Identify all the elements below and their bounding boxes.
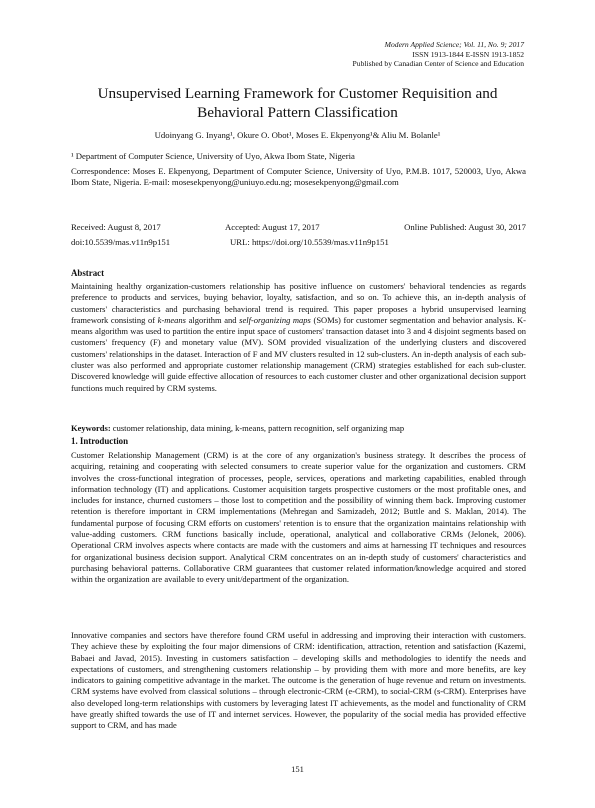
correspondence: Correspondence: Moses E. Ekpenyong, Department of Computer Science, University of Uyo, P.M.B. 1017, 520003, Uyo, Akwa Ibom State, Nigeria. E-mail: mosesekpenyong@uniuyo.edu.ng; mosesekpenyong@gmail.com	[71, 166, 526, 188]
title-line-2: Behavioral Pattern Classification	[197, 104, 398, 121]
paper-title	[60, 84, 535, 122]
keywords-list: customer relationship, data mining, k-means, pattern recognition, self organizing map	[110, 423, 405, 433]
section-heading-introduction: 1. Introduction	[71, 436, 129, 446]
accepted-date: Accepted: August 17, 2017	[225, 222, 320, 232]
publisher-line: Published by Canadian Center of Science and Education	[352, 59, 524, 69]
received-date: Received: August 8, 2017	[71, 222, 161, 232]
title-line-1: Unsupervised Learning Framework for Customer Requisition and	[97, 85, 498, 102]
abstract-text-2: algorithm and	[186, 314, 240, 325]
abstract-text-3: (SOMs) for customer segmentation and behavior analysis. K-means algorithm was used to partition the entire input space of customers' transaction dataset into 3 and 4 disjoint segments based on customers' frequency (F) and monetary value (MV). SOM provided visualization of the underlying clusters and discovered customers' relationships in the dataset. Interaction of F and MV clusters resulted in 12 sub-clusters. An in-depth analysis of each sub-cluster was also performed and appropriate customer relationship management (CRM) strategies established for each sub-cluster. Discovered knowledge will guide effective allocation of resources to each customer cluster and other organizational decision support functions much required by CRM systems.	[71, 314, 527, 393]
abstract-italic-som: self-organizing maps	[239, 314, 311, 325]
published-date: Online Published: August 30, 2017	[404, 222, 526, 232]
abstract-body	[71, 281, 526, 394]
journal-citation: Modern Applied Science; Vol. 11, No. 9; 2017	[384, 40, 524, 49]
abstract-text-1: Maintaining healthy organization-customers relationship has positive influence on customers' behavioral tendencies as regards preference to products and services, buying behavior, loyalty, satisfaction, and so on. To achieve this, an in-depth analysis of customers' characteristics and purchasing behavioral trend is required. This paper proposes a hybrid unsupervised learning framework consisting of	[71, 281, 526, 325]
article-url[interactable]: URL: https://doi.org/10.5539/mas.v11n9p151	[230, 237, 389, 247]
affiliation: ¹ Department of Computer Science, University of Uyo, Akwa Ibom State, Nigeria	[71, 151, 355, 161]
intro-paragraph-2: Innovative companies and sectors have therefore found CRM useful in addressing and improving their interaction with customers. They achieve these by exploiting the four major dimensions of CRM: identification, attraction, retention and satisfaction (Kazemi, Babaei and Javad, 2015). Investing in customers satisfaction – developing skills and methodologies to identify the needs and expectations of customers, and strengthening customers relationship – by providing them with more and more benefits, are key indicators to gaining competitive advantage in the market. The outcome is the generation of huge revenue and return on investments. CRM systems have evolved from classical solutions – through electronic-CRM (e-CRM), to social-CRM (s-CRM). Enterprises have also developed long-term relationships with customers by leveraging latest IT achievements, as the model and functionality of CRM have greatly shifted towards the use of IT and internet services. However, the popularity of the social media has provided effective support to CRM, and has made	[71, 630, 526, 731]
keywords-label: Keywords:	[71, 423, 111, 433]
doi[interactable]: doi:10.5539/mas.v11n9p151	[71, 237, 171, 247]
issn-line: ISSN 1913-1844 E-ISSN 1913-1852	[412, 49, 524, 59]
keywords	[71, 423, 526, 433]
intro-paragraph-1: Customer Relationship Management (CRM) is at the core of any organization's business strategy. It describes the process of acquiring, retaining and cooperating with selected consumers to create superior value for the organization and customers. CRM involves the cross-functional integration of processes, people, services, operations and marketing capabilities, enabled through information technology (IT) and applications. Customer acquisition targets prospective customers or the most profitable ones, and includes for instance, churned customers – those lost to competition and the possibility of winning them back. Improving customer retention is therefore important in CRM implementations (Mehregan and Samizadeh, 2012; Buttle and S. Maklan, 2014). The fundamental purpose of focusing CRM efforts on customers' retention is to ensure that the organization maintains relationship with value-adding customers. CRM functions basically include, operational, analytical and collaborative CRMs (Jelonek, 2006). Operational CRM involves aspects where contacts are made with the customers and aims at harnessing IT techniques and resources for organizational business decision support. Analytical CRM concentrates on an in-depth study of customers' characteristics and purchasing behavioral patterns. Collaborative CRM guarantees that customer related information/knowledge acquired and stored within the organization are available to every unit/department of the organization.	[71, 450, 526, 585]
author-list: Udoinyang G. Inyang¹, Okure O. Obot¹, Moses E. Ekpenyong¹& Aliu M. Bolanle¹	[154, 130, 441, 140]
running-header	[353, 40, 524, 69]
page-number: 151	[291, 764, 304, 774]
abstract-heading: Abstract	[71, 268, 105, 278]
abstract-italic-kmeans: k-means	[157, 314, 186, 325]
